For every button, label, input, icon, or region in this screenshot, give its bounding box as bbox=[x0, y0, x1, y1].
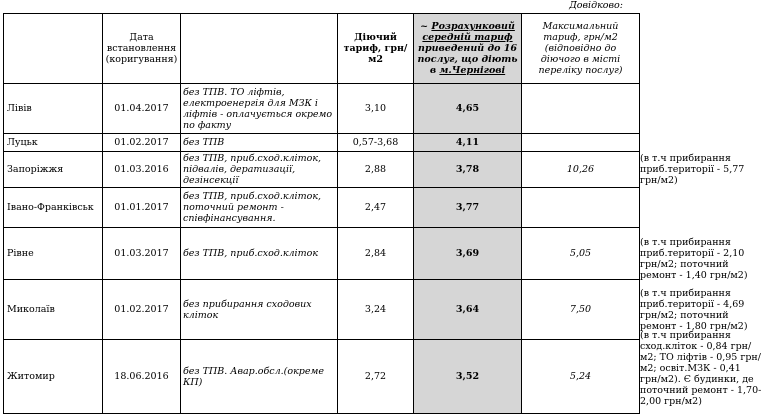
row-date: 18.06.2016 bbox=[103, 340, 181, 414]
side-note: (в т.ч прибирання приб.території - 5,77 грн/м2) bbox=[640, 153, 745, 186]
row-calc: 3,69 bbox=[414, 228, 522, 280]
row-calc: 3,77 bbox=[414, 188, 522, 228]
row-max bbox=[522, 134, 640, 152]
row-max bbox=[522, 84, 640, 134]
row-max: 5,05 bbox=[522, 228, 640, 280]
row-date: 01.01.2017 bbox=[103, 188, 181, 228]
header-max-tariff: Максимальний тариф, грн/м2 (відповідно до діючого в місті переліку послуг) bbox=[522, 14, 640, 84]
row-date: 01.03.2016 bbox=[103, 152, 181, 188]
row-tariff: 0,57-3,68 bbox=[338, 134, 414, 152]
table-header-row bbox=[4, 14, 640, 84]
row-tariff: 2,47 bbox=[338, 188, 414, 228]
row-note: без ТПВ bbox=[181, 134, 338, 152]
row-city: Луцьк bbox=[4, 134, 103, 152]
row-tariff: 3,24 bbox=[338, 280, 414, 340]
row-note: без ТПВ. Авар.обсл.(окреме КП) bbox=[181, 340, 338, 414]
row-calc: 3,52 bbox=[414, 340, 522, 414]
row-max bbox=[522, 188, 640, 228]
header-calc-tariff bbox=[414, 14, 522, 84]
table-row bbox=[4, 228, 640, 280]
side-note: (в т.ч прибирання приб.території - 4,69 грн/м2; поточний ремонт - 1,80 грн/м2) bbox=[640, 288, 748, 332]
row-calc: 4,11 bbox=[414, 134, 522, 152]
row-calc: 3,78 bbox=[414, 152, 522, 188]
row-city: Рівне bbox=[4, 228, 103, 280]
row-max: 7,50 bbox=[522, 280, 640, 340]
calc-prefix: ~ bbox=[420, 21, 432, 32]
row-date: 01.02.2017 bbox=[103, 280, 181, 340]
calc-city: м.Чернігові bbox=[439, 65, 506, 76]
row-city: Лівів bbox=[4, 84, 103, 134]
header-tariff: Діючий тариф, грн/м2 bbox=[338, 14, 414, 84]
row-note: без ТПВ, приб.сход.кліток, поточний ремонт - співфінансування. bbox=[181, 188, 338, 228]
row-note: без прибирання сходових кліток bbox=[181, 280, 338, 340]
row-city: Житомир bbox=[4, 340, 103, 414]
row-city: Івано-Франківськ bbox=[4, 188, 103, 228]
table-row bbox=[4, 134, 640, 152]
row-date: 01.04.2017 bbox=[103, 84, 181, 134]
row-calc: 3,64 bbox=[414, 280, 522, 340]
header-city bbox=[4, 14, 103, 84]
row-tariff: 3,10 bbox=[338, 84, 414, 134]
row-max: 5,24 bbox=[522, 340, 640, 414]
header-note bbox=[181, 14, 338, 84]
table-row bbox=[4, 188, 640, 228]
tariff-table bbox=[3, 13, 640, 414]
row-date: 01.02.2017 bbox=[103, 134, 181, 152]
table-row bbox=[4, 152, 640, 188]
row-note: без ТПВ. ТО ліфтів, електроенергія для МЗК і ліфтів - оплачується окремо по факту bbox=[181, 84, 338, 134]
row-max: 10,26 bbox=[522, 152, 640, 188]
table-row bbox=[4, 84, 640, 134]
reference-note: Довідково: bbox=[569, 0, 623, 11]
row-note: без ТПВ, приб.сход.кліток, підвалів, дератизації, дезінсекції bbox=[181, 152, 338, 188]
row-note: без ТПВ, приб.сход.кліток bbox=[181, 228, 338, 280]
calc-body: приведений до 16 послуг, що діють в bbox=[417, 43, 518, 76]
calc-title: Розрахунковий середній тариф bbox=[422, 21, 515, 43]
row-tariff: 2,88 bbox=[338, 152, 414, 188]
row-city: Миколаїв bbox=[4, 280, 103, 340]
row-city: Запоріжжя bbox=[4, 152, 103, 188]
side-note: (в т.ч прибирання сход.кліток - 0,84 грн/м2; ТО ліфтів - 0,95 грн/м2; освіт.МЗК - 0,41 грн/м2). Є будинки, де поточний ремонт - 1,70-2,00 грн/м2) bbox=[640, 330, 762, 407]
row-tariff: 2,84 bbox=[338, 228, 414, 280]
row-calc: 4,65 bbox=[414, 84, 522, 134]
table-row bbox=[4, 340, 640, 414]
row-tariff: 2,72 bbox=[338, 340, 414, 414]
header-date: Дата встановлення (коригування) bbox=[103, 14, 181, 84]
side-note: (в т.ч прибирання приб.території - 2,10 грн/м2; поточний ремонт - 1,40 грн/м2) bbox=[640, 237, 748, 281]
table-row bbox=[4, 280, 640, 340]
row-date: 01.03.2017 bbox=[103, 228, 181, 280]
